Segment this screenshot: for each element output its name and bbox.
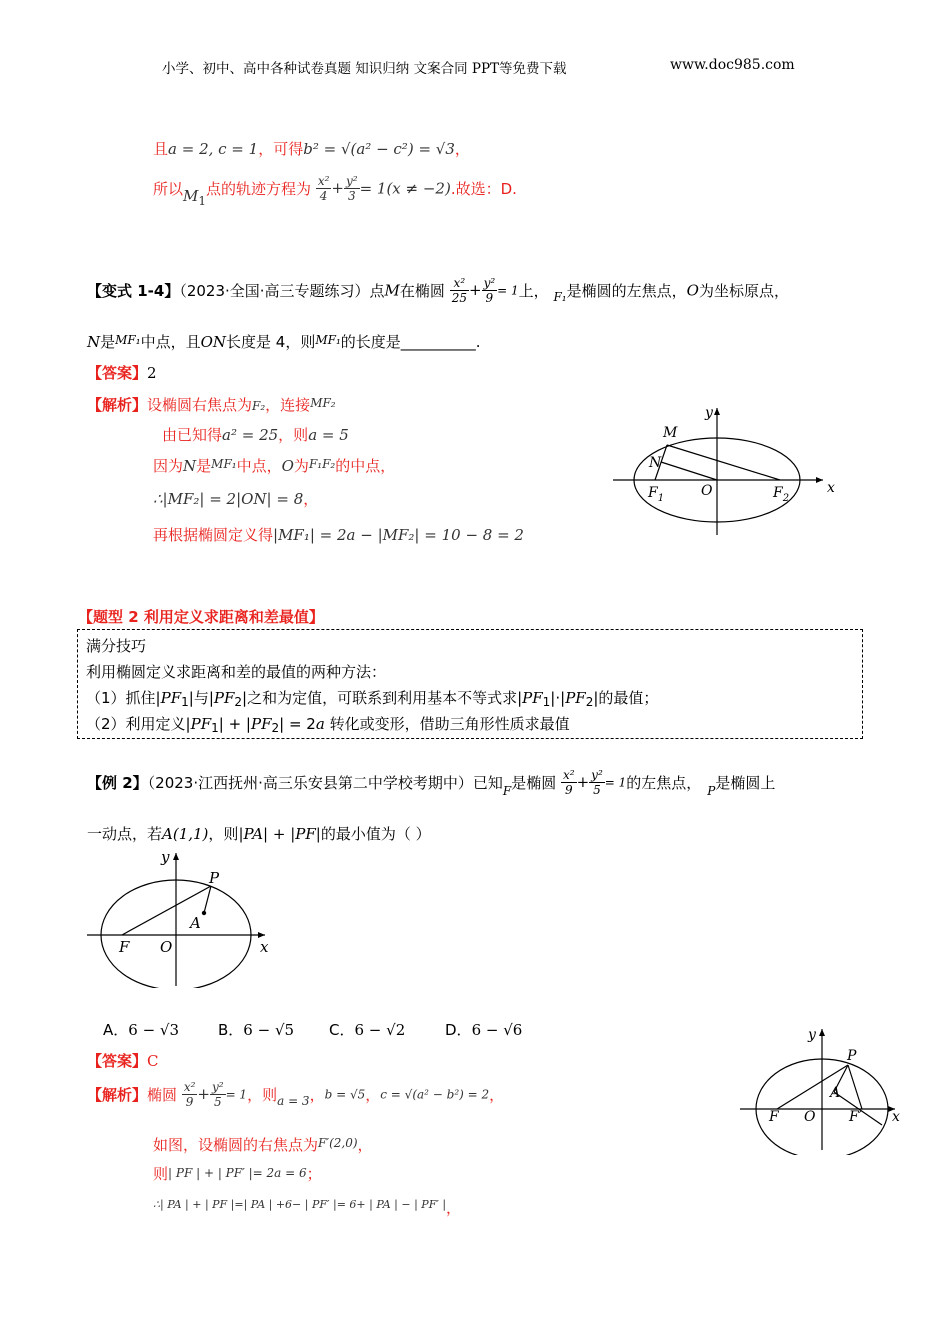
tip-item-1: （1）抓住$|PF_1|$与$|PF_2|$之和为定值，可联系到利用基本不等式求$|PF_1|\cdot|PF_2|$的最值；	[86, 689, 659, 709]
point-a	[202, 911, 206, 915]
label-m: M	[663, 425, 678, 441]
label-y: y	[705, 405, 713, 421]
variant-analysis-line3: 因为N是$^{MF_1}$中点，O为$^{F_1F_2}$的中点，	[153, 457, 396, 475]
label-o: O	[160, 938, 173, 956]
example2-analysis-line1: 【解析】椭圆 $\frac{\text{x²}}{9}$ + $\frac{\text{y²}}{5}$ = 1，则$_{a = 3}$，b = √5，c = √(a² − b²) = 2，	[87, 1080, 505, 1109]
y-axis-arrow	[819, 1029, 825, 1036]
tip-title: 满分技巧	[86, 637, 147, 655]
label-f: F	[119, 938, 130, 956]
y-axis-arrow	[714, 408, 720, 415]
label-f2: $F_2$	[773, 485, 790, 504]
label-o: O	[804, 1109, 816, 1125]
variant-analysis-line5: 再根据椭圆定义得|MF₁| = 2a − |MF₂| = 10 − 8 = 2	[153, 526, 524, 544]
label-y: y	[161, 848, 170, 866]
label-f1: $F_1$	[648, 485, 665, 504]
label-x: x	[260, 938, 269, 956]
tip-box	[77, 629, 863, 739]
section-title: 【题型 2 利用定义求距离和差最值】	[78, 608, 324, 626]
figure-ellipse-example2-solution	[737, 1025, 907, 1155]
label-a: A	[830, 1085, 841, 1101]
variant-answer: 【答案】2	[87, 364, 157, 382]
label-o: O	[701, 483, 713, 499]
option-d[interactable]: D．6 − √6	[445, 1021, 523, 1039]
prev-solution-line1: 且a = 2, c = 1，可得b² = √(a² − c²) = √3，	[153, 140, 470, 158]
option-c[interactable]: C．6 − √2	[329, 1021, 406, 1039]
label-f: F	[769, 1109, 779, 1125]
example2-answer: 【答案】C	[87, 1052, 159, 1070]
label-fprime: F′	[849, 1109, 862, 1125]
x-axis-arrow	[816, 477, 823, 483]
label-p: P	[847, 1048, 857, 1064]
variant-question-line1: 【变式 1-4】（2023·全国·高三专题练习）点M在椭圆 $\frac{\text{x²}}{25}$ + $\frac{\text{y²}}{9}$ = 1上， $_{F_1}$是椭圆的左焦点，O为坐标原点，	[87, 276, 789, 305]
variant-question-line2: N是$^{MF_1}$中点，且ON长度是 4，则$^{MF_1}$的长度是__________.	[87, 333, 481, 351]
example2-analysis-line2: 如图，设椭圆的右焦点为$^{F'(2,0)}$，	[153, 1136, 373, 1154]
prev-solution-line2: 所以$M_1$点的轨迹方程为 $\frac{\text{x²}}{4}$ + $\frac{\text{y²}}{3}$ = 1(x ≠ −2).故选：D.	[153, 174, 517, 208]
figure-ellipse-variant	[605, 400, 845, 545]
label-a: A	[190, 914, 201, 932]
variant-analysis-line1: 【解析】设椭圆右焦点为F₂，连接$^{MF_2}$	[87, 396, 336, 414]
example2-analysis-line3: 则| PF | + | PF′ |= 2a = 6；	[153, 1165, 322, 1183]
label-n: N	[649, 455, 662, 471]
option-b[interactable]: B．6 − √5	[218, 1021, 295, 1039]
label-y: y	[808, 1027, 816, 1043]
tip-item-2: （2）利用定义$|PF_1| + |PF_2| = 2a$ 转化或变形，借助三角形性质求最值	[86, 715, 570, 735]
label-x: x	[892, 1109, 900, 1125]
example2-line2: 一动点，若A(1,1)，则|PA| + |PF|的最小值为（ ）	[87, 825, 431, 843]
y-axis-arrow	[173, 853, 179, 860]
figure-ellipse-example2	[85, 848, 285, 988]
segment-p-a	[204, 886, 211, 913]
example2-analysis-line4: ∴| PA | + | PF |=| PA | +6− | PF′ |= 6+ | PA | − | PF′ |，	[153, 1198, 462, 1217]
option-a[interactable]: A．6 − √3	[103, 1021, 180, 1039]
header-left-text: 小学、初中、高中各种试卷真题 知识归纳 文案合同 PPT等免费下载	[162, 61, 567, 77]
variant-analysis-line4: ∴|MF₂| = 2|ON| = 8，	[153, 490, 319, 508]
tip-intro: 利用椭圆定义求距离和差的最值的两种方法：	[86, 663, 387, 681]
example2-line1: 【例 2】（2023·江西抚州·高三乐安县第二中学校考期中）已知$_F$是椭圆 $\frac{\text{x²}}{9}$ + $\frac{\text{y²}}{5}$ = 1的左焦点， $_P$是椭圆上	[87, 768, 776, 798]
label-x: x	[827, 480, 835, 496]
label-p: P	[209, 869, 220, 887]
variant-analysis-line2: 由已知得a² = 25，则a = 5	[162, 426, 349, 444]
segment-n-o	[661, 462, 717, 480]
header-url[interactable]: www.doc985.com	[670, 57, 795, 73]
segment-m-f2	[667, 445, 780, 480]
